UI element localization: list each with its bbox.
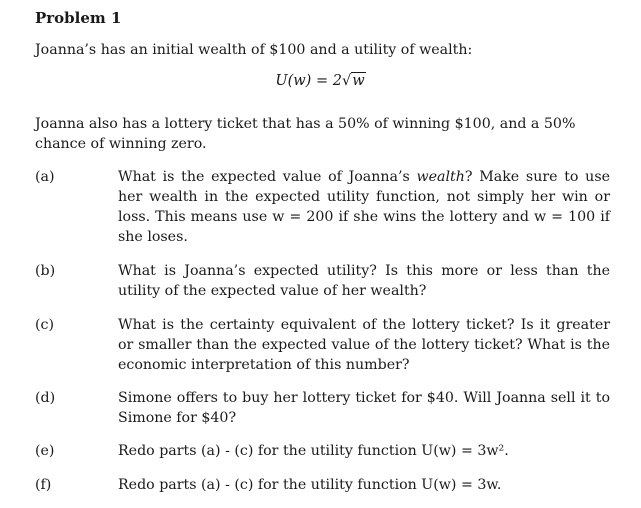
part-a-label: (a) [35,169,55,185]
part-a-text-pre: What is the expected value of Joanna’s [118,169,417,185]
utility-formula [0,73,641,89]
part-c-label: (c) [35,317,55,333]
part-b-label: (b) [35,263,56,279]
part-a-text [118,167,610,247]
formula-radicand: w [352,73,365,89]
problem-title: Problem 1 [35,9,122,27]
intro-paragraph: Joanna’s has an initial wealth of $100 and a utility of wealth: [35,42,473,58]
lottery-paragraph: Joanna also has a lottery ticket that has a 50% of winning $100, and a 50% chance of winning zero. [35,116,576,152]
part-f-label: (f) [35,477,52,493]
part-e-text: Redo parts (a) - (c) for the utility function U(w) = 3w². [118,443,509,459]
part-a-text-emphasis: wealth [416,169,465,185]
formula-lhs: U(w) = 2 [275,73,342,89]
part-d-label: (d) [35,390,56,406]
part-a-text-post: ? Make sure to use her wealth in the expected utility function, not simply her win or loss. This means use w = 200 if she wins the lottery and w = 100 if she loses. [118,169,610,245]
part-f-text: Redo parts (a) - (c) for the utility function U(w) = 3w. [118,477,502,493]
part-e-label: (e) [35,443,55,459]
part-d-text: Simone offers to buy her lottery ticket for $40. Will Joanna sell it to Simone for $40? [118,390,610,426]
part-c-text: What is the certainty equivalent of the lottery ticket? Is it greater or smaller than the expected value of the lottery ticket? What is the economic interpretation of this number? [118,317,610,373]
part-b-text: What is Joanna’s expected utility? Is this more or less than the utility of the expected value of her wealth? [118,263,610,299]
sqrt-symbol: √ [341,73,352,89]
